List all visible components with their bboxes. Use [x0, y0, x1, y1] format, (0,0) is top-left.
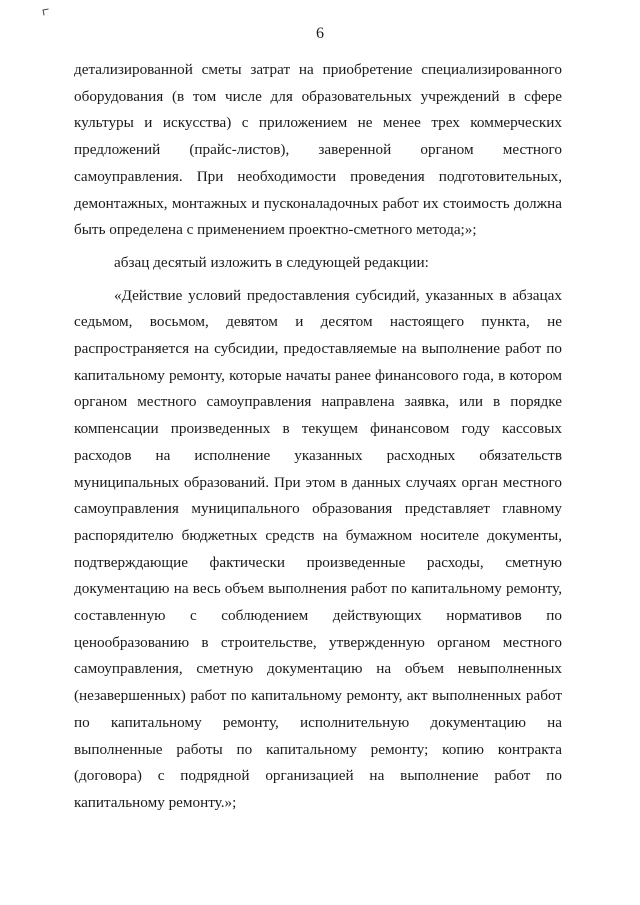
paragraph-amendment: «Действие условий предоставления субсидий, указанных в абзацах седьмом, восьмом, девятом и десятом настоящего пункта, не распространяется на субсидии, предоставляемые на выполнение работ по капитальному ремонту, которые начаты ранее финансового года, в котором органом местного самоуправления направлена заявка, или в порядке компенсации произведенных в текущем финансовом году кассовых расходов на исполнение указанных расходных обязательств муниципальных образований. При этом в данных случаях орган местного самоуправления муниципального образования представляет главному распорядителю бюджетных средств на бумажном носителе документы, подтверждающие фактически произведенные расходы, сметную документацию на весь объем выполнения работ по капитальному ремонту, составленную с соблюдением действующих нормативов по ценообразованию в строительстве, утвержденную органом местного самоуправления, сметную документацию на объем невыполненных (незавершенных) работ по капитальному ремонту, акт выполненных работ по капитальному ремонту, исполнительную документацию на выполненные работы по капитальному ремонту; копию контракта (договора) с подрядной организацией на выполнение работ по капитальному ремонту.»; [74, 286, 562, 811]
document-body [74, 57, 562, 817]
scan-corner-mark [43, 9, 50, 16]
paragraph-instruction: абзац десятый изложить в следующей редакции: [114, 253, 429, 271]
page-number: 6 [316, 25, 324, 42]
paragraph-continuation: детализированной сметы затрат на приобретение специализированного оборудования (в том числе для образовательных учреждений в сфере культуры и искусства) с приложением не менее трех коммерческих предложений (прайс-листов), заверенной органом местного самоуправления. При необходимости проведения подготовительных, демонтажных, монтажных и пусконаладочных работ их стоимость должна быть определена с применением проектно-сметного метода;»; [74, 61, 562, 239]
